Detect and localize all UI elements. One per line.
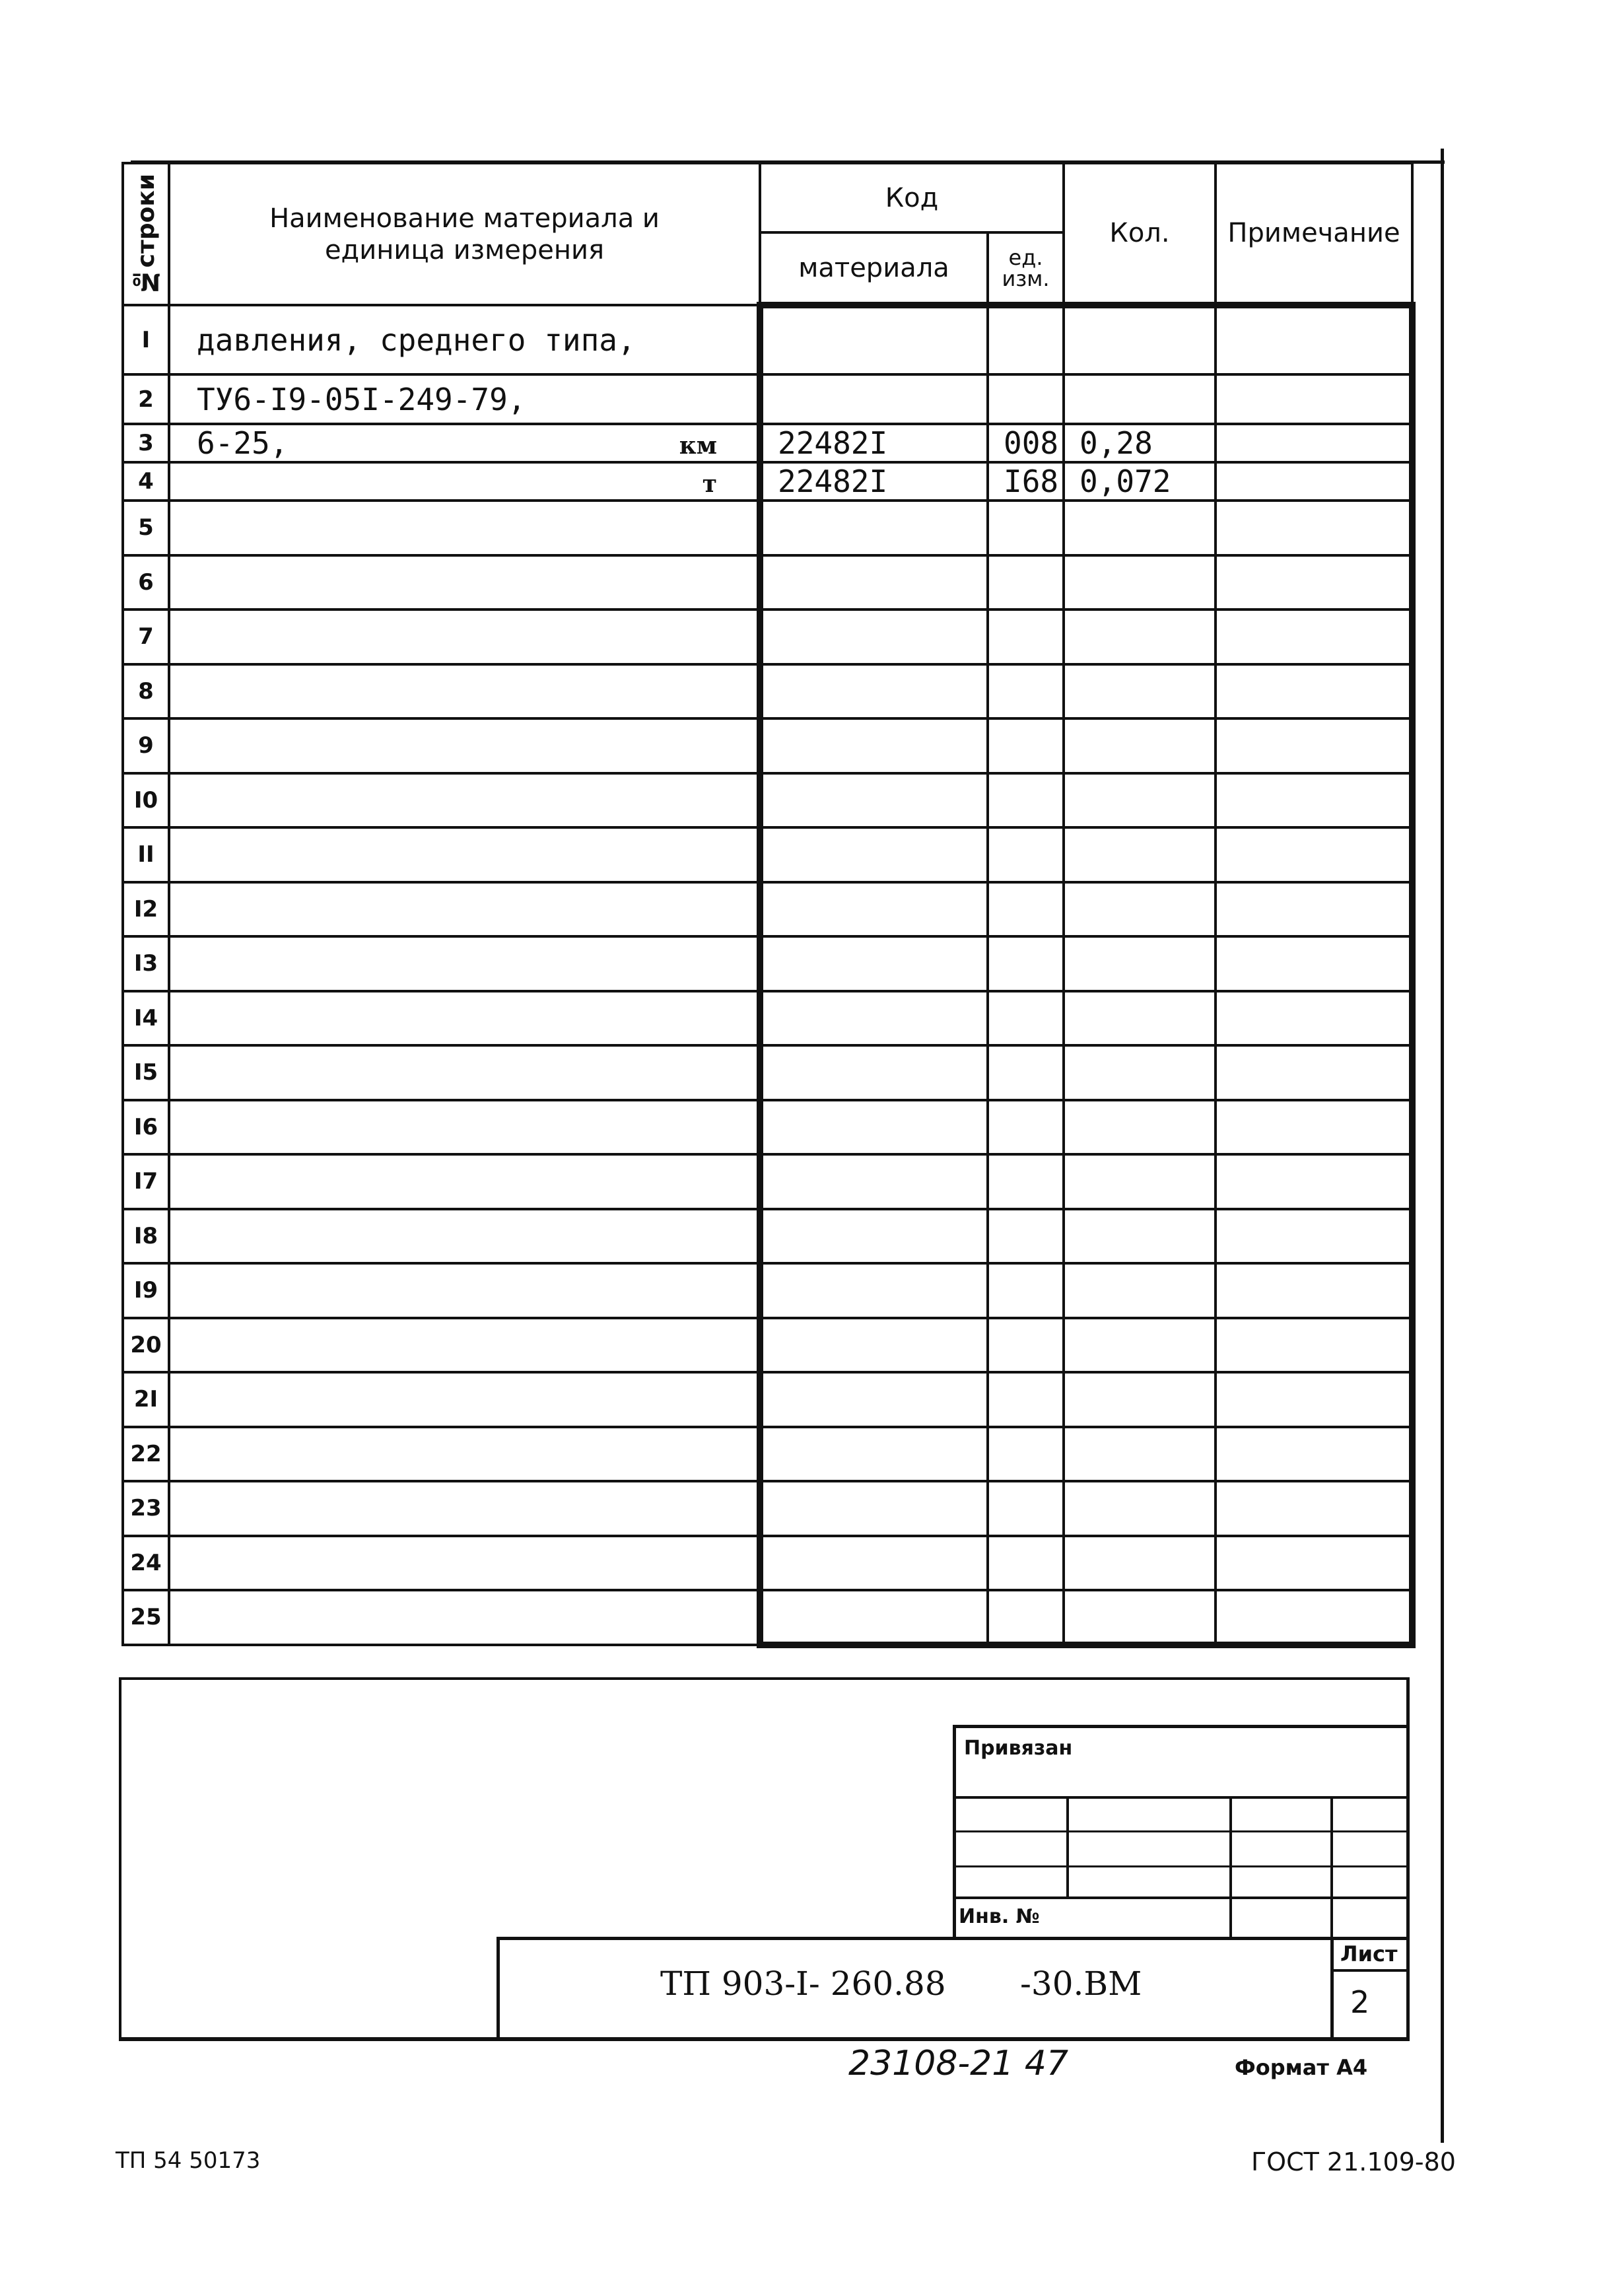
quantity-cell bbox=[1064, 1154, 1216, 1209]
material-name-cell bbox=[169, 664, 760, 719]
uom-code-cell bbox=[988, 609, 1064, 664]
row-number-cell bbox=[123, 1590, 169, 1645]
table-row bbox=[123, 609, 1412, 664]
table-row bbox=[123, 827, 1412, 882]
material-code-cell bbox=[760, 1154, 988, 1209]
note-cell bbox=[1216, 462, 1412, 501]
document-code: ТП 903-I- 260.88 bbox=[660, 1965, 946, 2003]
table-row bbox=[123, 1100, 1412, 1155]
linked-row-4 bbox=[954, 1896, 1410, 1899]
note-cell bbox=[1216, 1045, 1412, 1100]
row-number-cell bbox=[123, 664, 169, 719]
uom-code-cell bbox=[988, 1263, 1064, 1318]
quantity-cell bbox=[1064, 1263, 1216, 1318]
note-cell bbox=[1216, 936, 1412, 991]
table-row bbox=[123, 1427, 1412, 1482]
document-code-suffix: -30.ВМ bbox=[1020, 1965, 1142, 2003]
material-code-cell bbox=[760, 718, 988, 773]
row-number: 25 bbox=[130, 1604, 162, 1631]
material-code: 22482I bbox=[778, 425, 888, 461]
row-number-cell bbox=[123, 827, 169, 882]
quantity: 0,28 bbox=[1080, 425, 1153, 461]
uom-code-cell bbox=[988, 1100, 1064, 1155]
note-cell bbox=[1216, 424, 1412, 462]
note-cell bbox=[1216, 1536, 1412, 1591]
stamp-top bbox=[119, 1677, 1410, 1680]
materials-table-body bbox=[123, 305, 1412, 1645]
table-row bbox=[123, 462, 1412, 501]
material-code-cell bbox=[760, 1590, 988, 1645]
uom-code-cell bbox=[988, 773, 1064, 828]
note-cell bbox=[1216, 1209, 1412, 1264]
row-number-cell bbox=[123, 773, 169, 828]
stamp-outer-right bbox=[1406, 1677, 1410, 2040]
material-code: 22482I bbox=[778, 464, 888, 499]
material-name-cell bbox=[169, 718, 760, 773]
uom-code-cell bbox=[988, 1154, 1064, 1209]
row-number-cell bbox=[123, 501, 169, 555]
linked-col-1 bbox=[1066, 1796, 1069, 1898]
row-number-cell bbox=[123, 1045, 169, 1100]
table-row bbox=[123, 1318, 1412, 1373]
uom-code-cell bbox=[988, 555, 1064, 610]
note-cell bbox=[1216, 991, 1412, 1046]
note-cell bbox=[1216, 664, 1412, 719]
quantity-cell bbox=[1064, 991, 1216, 1046]
note-cell bbox=[1216, 1263, 1412, 1318]
uom-code-cell bbox=[988, 1481, 1064, 1536]
footer-left-code: ТП 54 50173 bbox=[116, 2147, 261, 2174]
material-code-cell bbox=[760, 991, 988, 1046]
row-number: 6 bbox=[138, 569, 154, 596]
material-code-cell bbox=[760, 462, 988, 501]
uom-code-cell bbox=[988, 501, 1064, 555]
materials-table bbox=[121, 162, 1416, 1648]
row-number-cell bbox=[123, 1427, 169, 1482]
title-block-left bbox=[497, 1937, 500, 2039]
quantity-cell bbox=[1064, 1536, 1216, 1591]
note-cell bbox=[1216, 501, 1412, 555]
note-cell bbox=[1216, 374, 1412, 424]
material-code-cell bbox=[760, 664, 988, 719]
material-code-cell bbox=[760, 936, 988, 991]
row-number-header bbox=[123, 163, 169, 305]
material-name-header-text: Наименование материала и единица измерения bbox=[269, 203, 660, 265]
row-number: I2 bbox=[133, 895, 158, 922]
material-name-cell bbox=[169, 1154, 760, 1209]
uom-code-cell bbox=[988, 1427, 1064, 1482]
linked-col-3 bbox=[1330, 1796, 1333, 1938]
table-row bbox=[123, 882, 1412, 937]
uom-code-cell bbox=[988, 424, 1064, 462]
quantity-cell bbox=[1064, 827, 1216, 882]
quantity-cell bbox=[1064, 1100, 1216, 1155]
row-number-cell bbox=[123, 462, 169, 501]
quantity-cell bbox=[1064, 1590, 1216, 1645]
title-block-top bbox=[498, 1937, 1410, 1940]
linked-row-1 bbox=[954, 1796, 1410, 1799]
format-label: Формат А4 bbox=[1235, 2055, 1368, 2080]
table-row bbox=[123, 718, 1412, 773]
table-row bbox=[123, 1045, 1412, 1100]
row-number: 5 bbox=[138, 514, 154, 541]
row-number-cell bbox=[123, 374, 169, 424]
row-number: I3 bbox=[133, 950, 158, 977]
material-name-cell bbox=[169, 1209, 760, 1264]
table-row bbox=[123, 936, 1412, 991]
uom-code-cell bbox=[988, 936, 1064, 991]
note-cell bbox=[1216, 555, 1412, 610]
row-number-cell bbox=[123, 555, 169, 610]
row-number: 22 bbox=[130, 1440, 162, 1467]
material-code-cell bbox=[760, 609, 988, 664]
sheet-number: 2 bbox=[1350, 1984, 1370, 2020]
linked-row-2 bbox=[954, 1830, 1410, 1832]
table-row bbox=[123, 1372, 1412, 1427]
row-number-cell bbox=[123, 1536, 169, 1591]
material-code-cell bbox=[760, 305, 988, 374]
table-row bbox=[123, 374, 1412, 424]
row-number: II bbox=[137, 841, 154, 868]
row-number: 2I bbox=[133, 1386, 158, 1413]
table-row bbox=[123, 1590, 1412, 1645]
quantity-cell bbox=[1064, 609, 1216, 664]
material-code-cell bbox=[760, 882, 988, 937]
material-code-cell bbox=[760, 1372, 988, 1427]
row-number-cell bbox=[123, 1372, 169, 1427]
row-number-cell bbox=[123, 718, 169, 773]
row-number: I bbox=[141, 326, 151, 353]
material-code-cell bbox=[760, 1481, 988, 1536]
row-number-cell bbox=[123, 609, 169, 664]
uom-code-cell bbox=[988, 462, 1064, 501]
uom-code-cell bbox=[988, 1045, 1064, 1100]
table-row bbox=[123, 1154, 1412, 1209]
table-row bbox=[123, 1481, 1412, 1536]
material-code-cell bbox=[760, 1427, 988, 1482]
material-name-cell bbox=[169, 1318, 760, 1373]
material-name-cell bbox=[169, 1045, 760, 1100]
material-name-cell bbox=[169, 882, 760, 937]
note-cell bbox=[1216, 1100, 1412, 1155]
material-code-cell bbox=[760, 1263, 988, 1318]
table-row bbox=[123, 773, 1412, 828]
table-row bbox=[123, 305, 1412, 374]
row-number-header-text: №строки bbox=[132, 173, 160, 295]
material-name-cell bbox=[169, 501, 760, 555]
row-number-cell bbox=[123, 882, 169, 937]
quantity-cell bbox=[1064, 501, 1216, 555]
row-number: 8 bbox=[138, 678, 154, 705]
uom-code-cell bbox=[988, 882, 1064, 937]
linked-label: Привязан bbox=[964, 1737, 1073, 1760]
row-number-cell bbox=[123, 1263, 169, 1318]
row-number: 20 bbox=[130, 1331, 162, 1358]
uom-code: I68 bbox=[1004, 464, 1059, 499]
row-number: I9 bbox=[133, 1277, 158, 1304]
row-number: 23 bbox=[130, 1495, 162, 1522]
row-number: I8 bbox=[133, 1222, 158, 1249]
row-number: 3 bbox=[138, 430, 154, 456]
note-cell bbox=[1216, 1154, 1412, 1209]
quantity: 0,072 bbox=[1080, 464, 1171, 499]
note-header: Примечание bbox=[1216, 163, 1412, 305]
material-name: 6-25, bbox=[197, 425, 289, 461]
table-row bbox=[123, 991, 1412, 1046]
uom-code: 008 bbox=[1004, 425, 1059, 461]
note-cell bbox=[1216, 882, 1412, 937]
row-number-cell bbox=[123, 1100, 169, 1155]
linked-row-3 bbox=[954, 1865, 1410, 1867]
uom-code-cell bbox=[988, 1318, 1064, 1373]
footer-standard: ГОСТ 21.109-80 bbox=[1251, 2147, 1456, 2176]
uom-code-cell bbox=[988, 1209, 1064, 1264]
material-code-cell bbox=[760, 827, 988, 882]
material-name-cell bbox=[169, 1427, 760, 1482]
row-number: 24 bbox=[130, 1549, 162, 1576]
unit-of-measure: км bbox=[679, 432, 717, 460]
material-code-cell bbox=[760, 1100, 988, 1155]
stamp-outer-bottom bbox=[119, 2037, 1410, 2041]
material-name-cell bbox=[169, 991, 760, 1046]
note-cell bbox=[1216, 1427, 1412, 1482]
quantity-cell bbox=[1064, 1481, 1216, 1536]
unit-of-measure: т bbox=[702, 470, 717, 498]
quantity-cell bbox=[1064, 1318, 1216, 1373]
material-code-cell bbox=[760, 374, 988, 424]
row-number: 4 bbox=[138, 468, 154, 495]
material-name-cell bbox=[169, 1481, 760, 1536]
material-name: давления, среднего типа, bbox=[197, 322, 636, 358]
quantity-cell bbox=[1064, 718, 1216, 773]
note-cell bbox=[1216, 1481, 1412, 1536]
uom-code-cell bbox=[988, 827, 1064, 882]
quantity-cell bbox=[1064, 1372, 1216, 1427]
row-number: I7 bbox=[133, 1168, 158, 1195]
material-name-cell bbox=[169, 827, 760, 882]
inventory-label: Инв. № bbox=[959, 1905, 1040, 1928]
material-name-cell bbox=[169, 374, 760, 424]
material-name-cell bbox=[169, 773, 760, 828]
uom-code-header-text: ед. изм. bbox=[1002, 244, 1050, 291]
table-row bbox=[123, 1209, 1412, 1264]
quantity-cell bbox=[1064, 1427, 1216, 1482]
material-code-cell bbox=[760, 501, 988, 555]
row-number: I6 bbox=[133, 1113, 158, 1140]
uom-code-cell bbox=[988, 1372, 1064, 1427]
uom-code-cell bbox=[988, 305, 1064, 374]
note-cell bbox=[1216, 305, 1412, 374]
inventory-number: 23108-21 47 bbox=[848, 2044, 1069, 2083]
row-number-cell bbox=[123, 991, 169, 1046]
note-cell bbox=[1216, 773, 1412, 828]
material-code-cell bbox=[760, 555, 988, 610]
uom-code-header bbox=[988, 232, 1064, 305]
sheet-box-left bbox=[1330, 1937, 1334, 2039]
row-number: I0 bbox=[133, 786, 158, 814]
margin-line-right bbox=[1441, 2040, 1443, 2143]
material-name: ТУ6-I9-05I-249-79, bbox=[197, 381, 526, 417]
material-code-cell bbox=[760, 1045, 988, 1100]
material-name-cell bbox=[169, 424, 760, 462]
table-row bbox=[123, 1263, 1412, 1318]
material-name-cell bbox=[169, 1372, 760, 1427]
note-cell bbox=[1216, 827, 1412, 882]
row-number-cell bbox=[123, 424, 169, 462]
table-row bbox=[123, 1536, 1412, 1591]
material-code-header: материала bbox=[760, 232, 988, 305]
linked-col-2 bbox=[1229, 1796, 1232, 1938]
row-number-cell bbox=[123, 305, 169, 374]
material-code-cell bbox=[760, 1318, 988, 1373]
uom-code-cell bbox=[988, 991, 1064, 1046]
sheet-label: Лист bbox=[1340, 1941, 1398, 1966]
quantity-cell bbox=[1064, 882, 1216, 937]
material-code-cell bbox=[760, 1209, 988, 1264]
quantity-cell bbox=[1064, 424, 1216, 462]
material-name-cell bbox=[169, 1100, 760, 1155]
row-number-cell bbox=[123, 1154, 169, 1209]
uom-code-cell bbox=[988, 1590, 1064, 1645]
uom-code-cell bbox=[988, 664, 1064, 719]
sheet-box-divider bbox=[1330, 1969, 1410, 1972]
row-number: 2 bbox=[138, 386, 154, 413]
uom-code-cell bbox=[988, 1536, 1064, 1591]
uom-code-cell bbox=[988, 374, 1064, 424]
material-name-cell bbox=[169, 936, 760, 991]
quantity-cell bbox=[1064, 305, 1216, 374]
material-name-cell bbox=[169, 1536, 760, 1591]
table-row bbox=[123, 501, 1412, 555]
row-number: I5 bbox=[133, 1059, 158, 1086]
quantity-cell bbox=[1064, 1209, 1216, 1264]
frame-right-border bbox=[1441, 149, 1444, 2143]
uom-code-cell bbox=[988, 718, 1064, 773]
material-name-cell bbox=[169, 1263, 760, 1318]
quantity-cell bbox=[1064, 374, 1216, 424]
quantity-cell bbox=[1064, 936, 1216, 991]
quantity-cell bbox=[1064, 664, 1216, 719]
material-code-cell bbox=[760, 1536, 988, 1591]
note-cell bbox=[1216, 609, 1412, 664]
note-cell bbox=[1216, 1590, 1412, 1645]
row-number-cell bbox=[123, 1209, 169, 1264]
row-number-cell bbox=[123, 1481, 169, 1536]
table-row bbox=[123, 424, 1412, 462]
material-name-cell bbox=[169, 462, 760, 501]
note-cell bbox=[1216, 1318, 1412, 1373]
material-name-cell bbox=[169, 1590, 760, 1645]
quantity-cell bbox=[1064, 555, 1216, 610]
row-number: I4 bbox=[133, 1004, 158, 1031]
material-name-cell bbox=[169, 555, 760, 610]
material-code-cell bbox=[760, 773, 988, 828]
quantity-cell bbox=[1064, 773, 1216, 828]
linked-box-top bbox=[954, 1725, 1410, 1728]
material-code-cell bbox=[760, 424, 988, 462]
material-name-header bbox=[169, 163, 760, 305]
table-row bbox=[123, 555, 1412, 610]
stamp-outer-left bbox=[119, 1677, 121, 2040]
note-cell bbox=[1216, 718, 1412, 773]
quantity-cell bbox=[1064, 462, 1216, 501]
table-row bbox=[123, 664, 1412, 719]
material-name-cell bbox=[169, 609, 760, 664]
row-number-cell bbox=[123, 1318, 169, 1373]
row-number-cell bbox=[123, 936, 169, 991]
material-name-cell bbox=[169, 305, 760, 374]
code-header: Код bbox=[760, 163, 1064, 232]
row-number: 9 bbox=[138, 732, 154, 759]
note-cell bbox=[1216, 1372, 1412, 1427]
quantity-header: Кол. bbox=[1064, 163, 1216, 305]
quantity-cell bbox=[1064, 1045, 1216, 1100]
row-number: 7 bbox=[138, 623, 154, 650]
